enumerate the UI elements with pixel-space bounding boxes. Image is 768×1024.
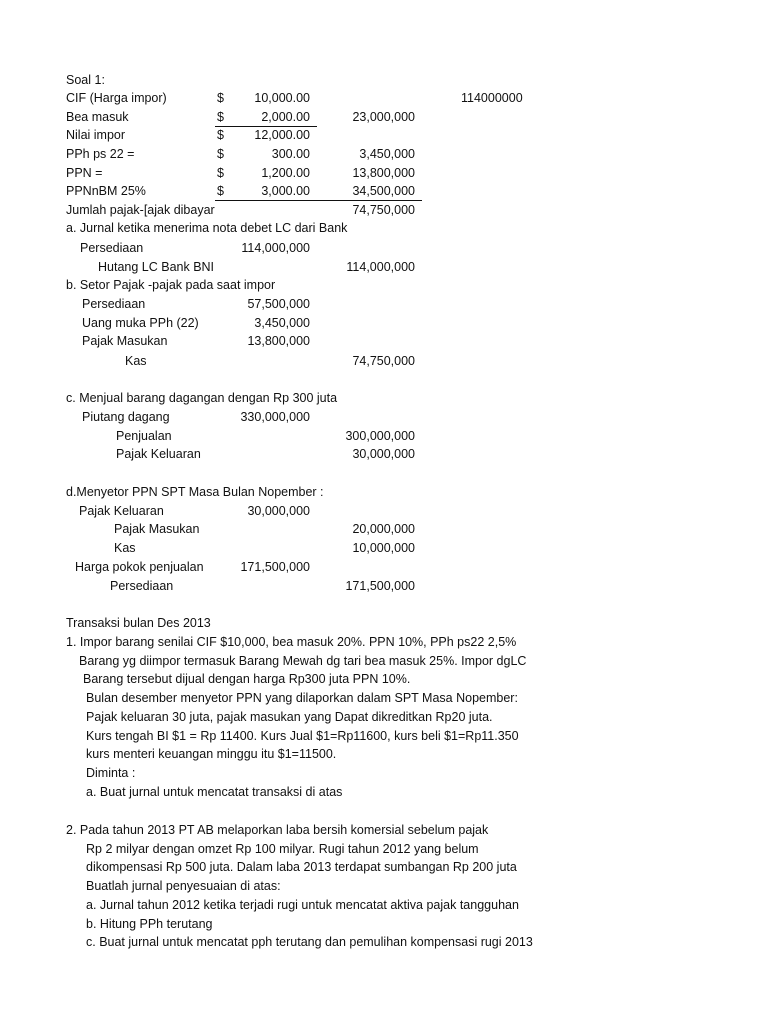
soal2-line: dikompensasi Rp 500 juta. Dalam laba 2013 terdapat sumbangan Rp 200 juta	[86, 860, 517, 874]
jurnal-c-heading: c. Menjual barang dagangan dengan Rp 300 juta	[66, 391, 338, 405]
cif-usd: 10,000.00	[254, 91, 310, 105]
transaksi-line: Bulan desember menyetor PPN yang dilaporkan dalam SPT Masa Nopember:	[86, 691, 518, 705]
journal-account: Persediaan	[80, 241, 144, 255]
journal-account: Persediaan	[110, 579, 174, 593]
journal-account: Pajak Keluaran	[116, 447, 201, 461]
jumlah-idr: 74,750,000	[352, 203, 415, 217]
ppnbm-label: PPNnBM 25%	[66, 184, 146, 198]
transaksi-line: Pajak keluaran 30 juta, pajak masukan yang Dapat dikreditkan Rp20 juta.	[86, 710, 493, 724]
journal-account: Pajak Masukan	[114, 522, 200, 536]
pph-idr: 3,450,000	[359, 147, 415, 161]
jurnal-a-heading: a. Jurnal ketika menerima nota debet LC dari Bank	[66, 221, 348, 235]
currency-symbol: $	[217, 128, 224, 142]
journal-debit: 171,500,000	[240, 560, 310, 574]
currency-symbol: $	[217, 110, 224, 124]
journal-debit: 330,000,000	[240, 410, 310, 424]
ppnbm-usd: 3,000.00	[261, 184, 310, 198]
journal-account: Harga pokok penjualan	[75, 560, 204, 574]
bea-idr: 23,000,000	[352, 110, 415, 124]
jurnal-d-heading: d.Menyetor PPN SPT Masa Bulan Nopember :	[66, 485, 324, 499]
transaksi-line: Barang yg diimpor termasuk Barang Mewah dg tari bea masuk 25%. Impor dgLC	[79, 654, 527, 668]
nilai-label: Nilai impor	[66, 128, 126, 142]
jumlah-label: Jumlah pajak-[ajak dibayar	[66, 203, 215, 217]
journal-credit: 10,000,000	[352, 541, 415, 555]
bea-label: Bea masuk	[66, 110, 129, 124]
journal-debit: 13,800,000	[247, 334, 310, 348]
journal-account: Hutang LC Bank BNI	[98, 260, 215, 274]
currency-symbol: $	[217, 91, 224, 105]
journal-debit: 3,450,000	[254, 316, 310, 330]
bea-usd: 2,000.00	[261, 110, 310, 124]
journal-debit: 30,000,000	[247, 504, 310, 518]
journal-account: Kas	[114, 541, 136, 555]
pph-label: PPh ps 22 =	[66, 147, 135, 161]
journal-credit: 171,500,000	[345, 579, 415, 593]
ppn-usd: 1,200.00	[261, 166, 310, 180]
journal-account: Pajak Keluaran	[79, 504, 164, 518]
underline	[215, 200, 422, 201]
cif-label: CIF (Harga impor)	[66, 91, 167, 105]
pph-usd: 300.00	[271, 147, 310, 161]
soal2-line: Buatlah jurnal penyesuaian di atas:	[86, 879, 281, 893]
soal2-line: c. Buat jurnal untuk mencatat pph terutang dan pemulihan kompensasi rugi 2013	[86, 935, 533, 949]
journal-credit: 300,000,000	[345, 429, 415, 443]
ppn-label: PPN =	[66, 166, 103, 180]
journal-debit: 57,500,000	[247, 297, 310, 311]
journal-credit: 74,750,000	[352, 354, 415, 368]
journal-credit: 20,000,000	[352, 522, 415, 536]
nilai-usd: 12,000.00	[254, 128, 310, 142]
transaksi-line: Kurs tengah BI $1 = Rp 11400. Kurs Jual $1=Rp11600, kurs beli $1=Rp11.350	[86, 729, 519, 743]
journal-account: Piutang dagang	[82, 410, 170, 424]
transaksi-line: 1. Impor barang senilai CIF $10,000, bea masuk 20%. PPN 10%, PPh ps22 2,5%	[66, 635, 517, 649]
soal2-line: a. Jurnal tahun 2012 ketika terjadi rugi untuk mencatat aktiva pajak tangguhan	[86, 898, 519, 912]
transaksi-line: Barang tersebut dijual dengan harga Rp300 juta PPN 10%.	[83, 672, 411, 686]
soal2-line: 2. Pada tahun 2013 PT AB melaporkan laba bersih komersial sebelum pajak	[66, 823, 489, 837]
transaksi-line: a. Buat jurnal untuk mencatat transaksi di atas	[86, 785, 343, 799]
journal-credit: 30,000,000	[352, 447, 415, 461]
soal2-line: Rp 2 milyar dengan omzet Rp 100 milyar. Rugi tahun 2012 yang belum	[86, 842, 479, 856]
journal-account: Kas	[125, 354, 147, 368]
cif-idr-total: 114000000	[461, 91, 523, 105]
transaksi-line: Diminta :	[86, 766, 136, 780]
journal-credit: 114,000,000	[346, 260, 415, 274]
underline	[215, 126, 317, 127]
soal2-line: b. Hitung PPh terutang	[86, 917, 213, 931]
currency-symbol: $	[217, 184, 224, 198]
journal-account: Uang muka PPh (22)	[82, 316, 199, 330]
journal-account: Penjualan	[116, 429, 172, 443]
currency-symbol: $	[217, 147, 224, 161]
journal-account: Pajak Masukan	[82, 334, 168, 348]
journal-debit: 114,000,000	[241, 241, 310, 255]
ppn-idr: 13,800,000	[352, 166, 415, 180]
transaksi-title: Transaksi bulan Des 2013	[66, 616, 211, 630]
currency-symbol: $	[217, 166, 224, 180]
transaksi-line: kurs menteri keuangan minggu itu $1=11500.	[86, 747, 337, 761]
ppnbm-idr: 34,500,000	[352, 184, 415, 198]
jurnal-b-heading: b. Setor Pajak -pajak pada saat impor	[66, 278, 276, 292]
journal-account: Persediaan	[82, 297, 146, 311]
section-title: Soal 1:	[66, 73, 105, 87]
